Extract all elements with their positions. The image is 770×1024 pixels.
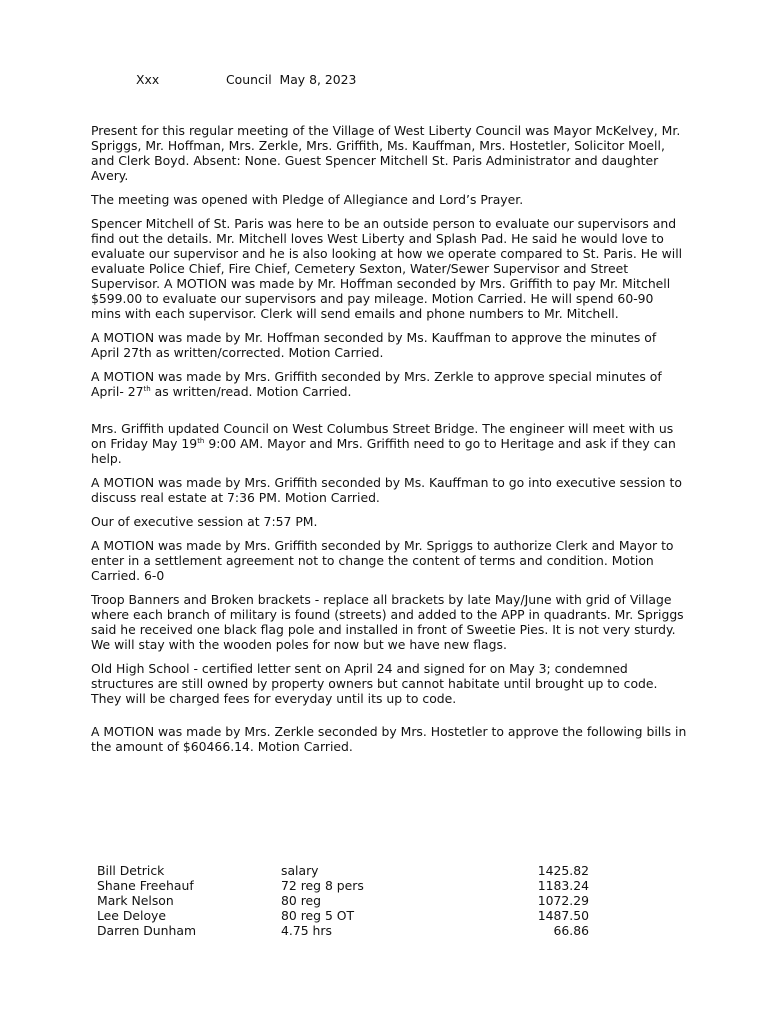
attendance-paragraph: Present for this regular meeting of the Village of West Liberty Council was Mayor McKelvey, Mr. Spriggs, Mr. Hoffman, Mrs. Zerkle, Mrs. Griffith, Ms. Kauffman, Mrs. Hostetler, Solicitor Moell, and Clerk Boyd. Absent: None. Guest Spencer Mitchell St. Paris Administrator and daughter Avery. — [91, 123, 681, 183]
banners-paragraph: Troop Banners and Broken brackets - replace all brackets by late May/June with grid of Village where each branch of military is found (streets) and added to the APP in quadrants. Mr. Spriggs said he received one black flag pole and installed in front of Sweetie Pies. It is not very sturdy. We will stay with the wooden poles for now but we have new flags. — [91, 592, 684, 652]
bill-description: 72 reg 8 pers — [281, 878, 364, 893]
table-row — [97, 863, 589, 878]
bill-description: salary — [281, 863, 319, 878]
opening-paragraph: The meeting was opened with Pledge of Allegiance and Lord’s Prayer. — [91, 192, 524, 207]
table-row — [97, 878, 589, 893]
bill-name: Lee Deloye — [97, 908, 167, 923]
bill-description: 80 reg 5 OT — [281, 908, 355, 923]
executive-session-end: Our of executive session at 7:57 PM. — [91, 514, 318, 529]
bill-amount: 1487.50 — [537, 908, 589, 923]
header-title: Council May 8, 2023 — [226, 72, 357, 87]
executive-session-motion: A MOTION was made by Mrs. Griffith seconded by Ms. Kauffman to go into executive session to discuss real estate at 7:36 PM. Motion Carried. — [91, 475, 682, 505]
mitchell-paragraph: Spencer Mitchell of St. Paris was here to be an outside person to evaluate our supervisors and find out the details. Mr. Mitchell loves West Liberty and Splash Pad. He said he would love to evaluate our supervisor and he is also looking at how we operate compared to St. Paris. He will evaluate Police Chief, Fire Chief, Cemetery Sexton, Water/Sewer Supervisor and Street Supervisor. A MOTION was made by Mr. Hoffman seconded by Mrs. Griffith to pay Mr. Mitchell $599.00 to evaluate our supervisors and pay mileage. Motion Carried. He will spend 60-90 mins with each supervisor. Clerk will send emails and phone numbers to Mr. Mitchell. — [91, 216, 683, 321]
bill-amount: 1183.24 — [537, 878, 589, 893]
bill-description: 80 reg — [281, 893, 322, 908]
minutes-body — [91, 123, 687, 763]
bill-amount: 1425.82 — [537, 863, 589, 878]
table-row — [97, 923, 589, 938]
bill-name: Bill Detrick — [97, 863, 165, 878]
document-header — [136, 72, 356, 87]
bills-motion-paragraph: A MOTION was made by Mrs. Zerkle seconded by Mrs. Hostetler to approve the following bills in the amount of $60466.14. Motion Carried. — [91, 724, 687, 754]
old-high-school-paragraph: Old High School - certified letter sent on April 24 and signed for on May 3; condemned structures are still owned by property owners but cannot habitate until brought up to code. They will be charged fees for everyday until its up to code. — [91, 661, 658, 706]
bridge-paragraph: Mrs. Griffith updated Council on West Columbus Street Bridge. The engineer will meet with us on Friday May 19th 9:00 AM. Mayor and Mrs. Griffith need to go to Heritage and ask if they can help. — [91, 421, 676, 466]
table-row — [97, 893, 589, 908]
bill-name: Shane Freehauf — [97, 878, 194, 893]
bill-name: Darren Dunham — [97, 923, 197, 938]
bill-name: Mark Nelson — [97, 893, 174, 908]
bill-description: 4.75 hrs — [281, 923, 332, 938]
minutes-motion-paragraph: A MOTION was made by Mr. Hoffman seconded by Ms. Kauffman to approve the minutes of April 27th as written/corrected. Motion Carried. — [91, 330, 657, 360]
bill-amount: 66.86 — [553, 923, 589, 938]
table-row — [97, 908, 589, 923]
header-label: Xxx — [136, 72, 160, 87]
settlement-motion: A MOTION was made by Mrs. Griffith seconded by Mr. Spriggs to authorize Clerk and Mayor to enter in a settlement agreement not to change the content of terms and condition. Motion Carried. 6-0 — [91, 538, 674, 583]
special-minutes-motion-paragraph: A MOTION was made by Mrs. Griffith seconded by Mrs. Zerkle to approve special minutes of April- 27th as written/read. Motion Carried. — [91, 369, 662, 399]
bill-amount: 1072.29 — [537, 893, 589, 908]
bills-table — [97, 863, 589, 938]
